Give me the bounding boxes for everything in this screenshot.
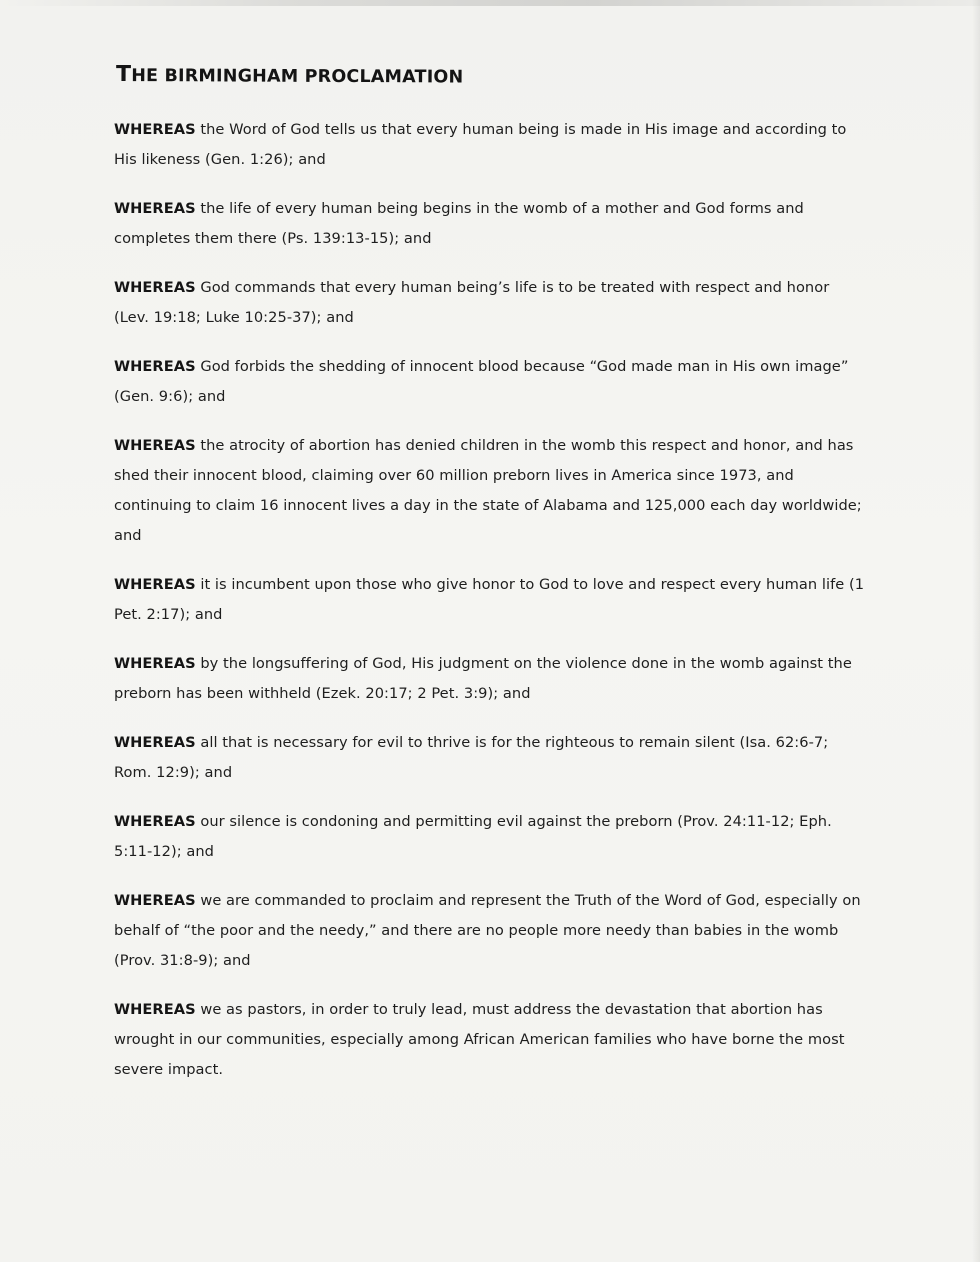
title-initial: T [115,62,132,88]
paragraph-text: God commands that every human being’s life is to be treated with respect and honor (Lev. 19:18; Luke 10:25-37); and [114,279,830,326]
whereas-paragraph-4 [114,352,866,412]
paragraph-text: it is incumbent upon those who give honor to God to love and respect every human life (1 Pet. 2:17); and [114,576,865,623]
whereas-keyword: WHEREAS [114,892,196,909]
paragraph-text: our silence is condoning and permitting evil against the preborn (Prov. 24:11-12; Eph. 5:11-12); and [114,813,832,860]
paragraph-text: the life of every human being begins in the womb of a mother and God forms and completes them there (Ps. 139:13-15); and [114,200,804,247]
whereas-paragraph-10 [114,886,866,976]
paragraph-text: all that is necessary for evil to thrive is for the righteous to remain silent (Isa. 62:6-7; Rom. 12:9); and [114,734,829,781]
whereas-paragraph-7 [114,649,866,709]
whereas-keyword: WHEREAS [114,279,196,296]
whereas-paragraph-11 [114,995,866,1085]
whereas-paragraph-2 [114,194,866,254]
title-rest: HE BIRMINGHAM PROCLAMATION [131,66,464,88]
paragraph-text: God forbids the shedding of innocent blood because “God made man in His own image” (Gen. 9:6); and [114,358,849,405]
whereas-paragraph-1 [114,115,866,175]
document-title [116,62,866,90]
whereas-keyword: WHEREAS [114,576,196,593]
whereas-keyword: WHEREAS [114,813,196,830]
whereas-paragraph-5 [114,431,866,551]
whereas-paragraph-6 [114,570,866,630]
whereas-paragraph-9 [114,807,866,867]
document-body [114,62,866,1104]
whereas-paragraph-3 [114,273,866,333]
whereas-keyword: WHEREAS [114,437,196,454]
whereas-keyword: WHEREAS [114,121,196,138]
paragraph-text: we as pastors, in order to truly lead, must address the devastation that abortion has wrought in our communities, especially among African American families who have borne the most severe impact. [114,1001,845,1078]
whereas-paragraph-8 [114,728,866,788]
paragraph-text: we are commanded to proclaim and represent the Truth of the Word of God, especially on behalf of “the poor and the needy,” and there are no people more needy than babies in the womb (Prov. 31:8-9); and [114,892,861,969]
paragraph-text: the atrocity of abortion has denied children in the womb this respect and honor, and has shed their innocent blood, claiming over 60 million preborn lives in America since 1973, and continuing to claim 16 innocent lives a day in the state of Alabama and 125,000 each day worldwide; and [114,437,862,544]
whereas-keyword: WHEREAS [114,734,196,751]
whereas-keyword: WHEREAS [114,1001,196,1018]
whereas-keyword: WHEREAS [114,358,196,375]
whereas-keyword: WHEREAS [114,655,196,672]
paragraph-text: by the longsuffering of God, His judgment on the violence done in the womb against the preborn has been withheld (Ezek. 20:17; 2 Pet. 3:9); and [114,655,852,702]
paragraph-text: the Word of God tells us that every human being is made in His image and according to His likeness (Gen. 1:26); and [114,121,847,168]
whereas-keyword: WHEREAS [114,200,196,217]
